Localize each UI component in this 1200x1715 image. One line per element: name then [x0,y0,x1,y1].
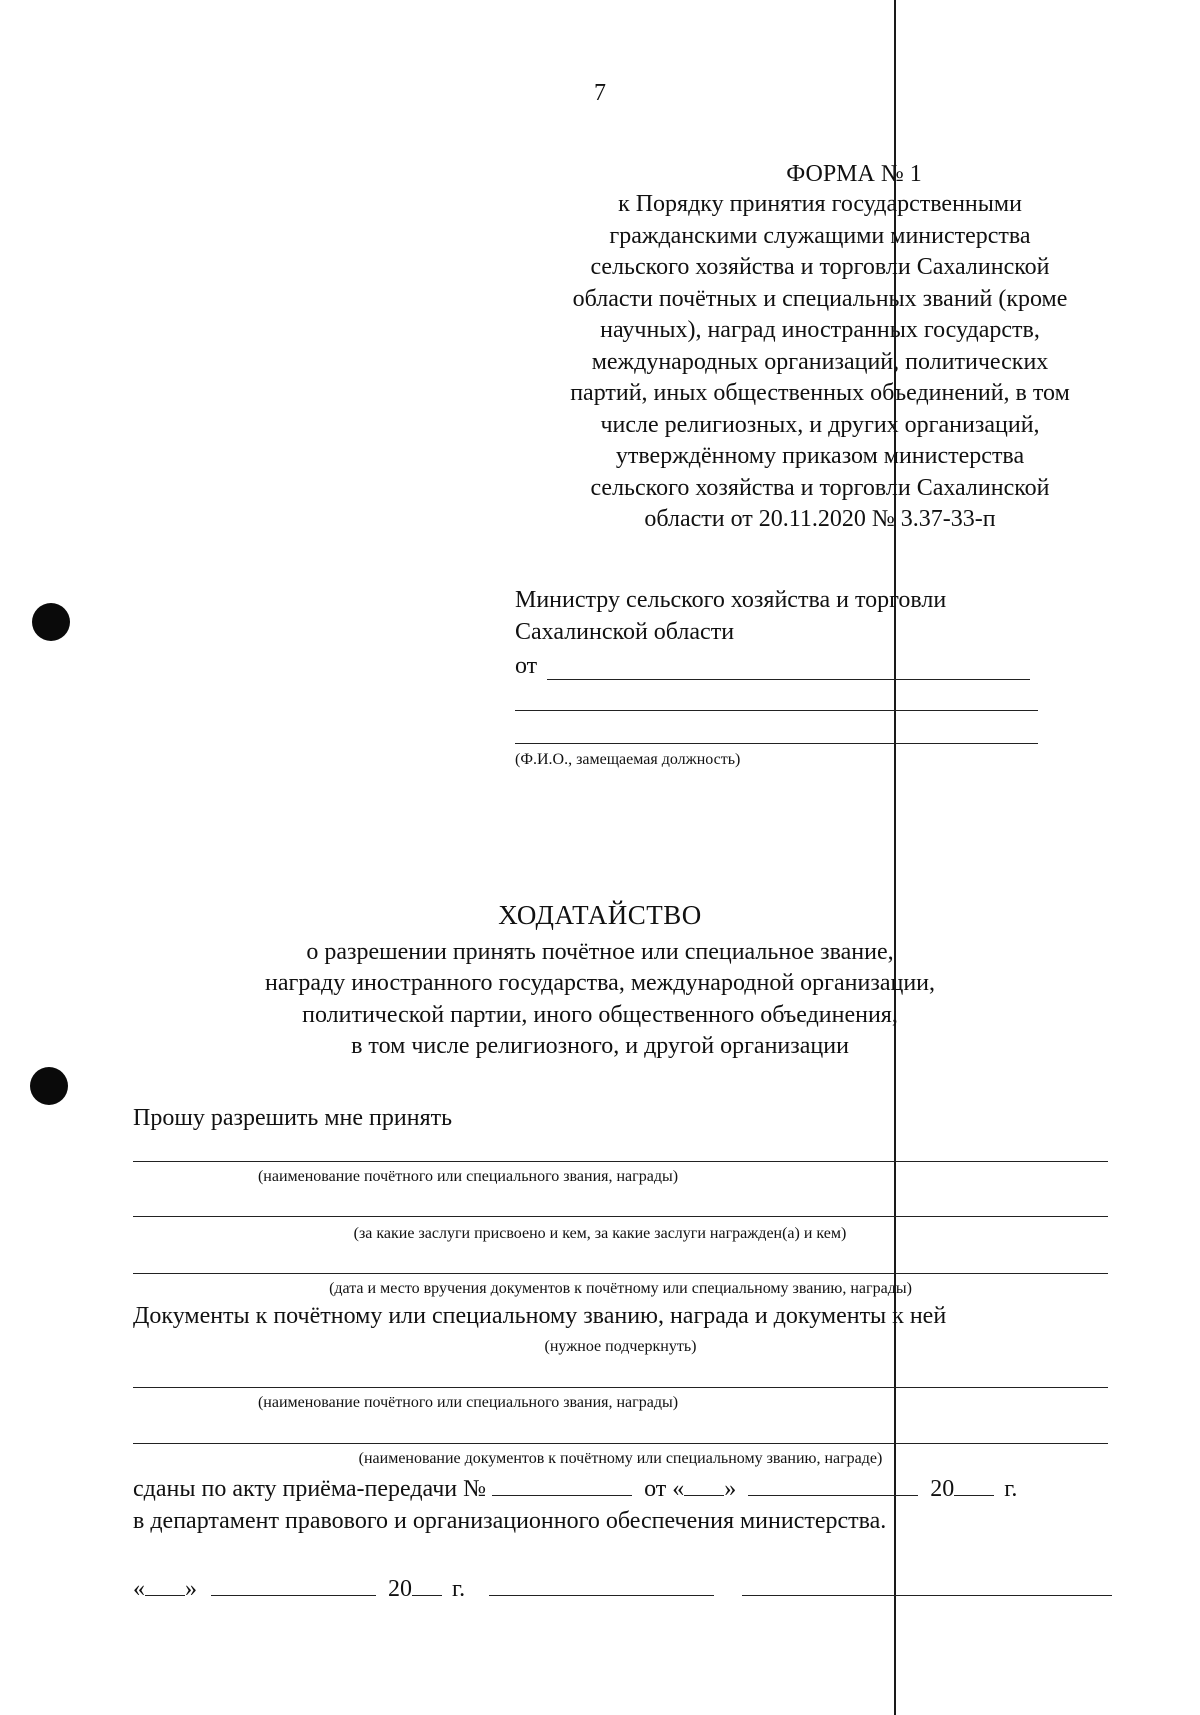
quote-close: » [185,1576,197,1602]
approval-line: области от 20.11.2020 № 3.37-33-п [644,506,996,532]
signature-field[interactable] [489,1573,714,1596]
approval-line: числе религиозных, и других организаций, [600,411,1040,438]
caption-merit: (за какие заслуги присвоено и кем, за какие заслуги награжден(а) и кем) [353,1225,847,1242]
approval-line: сельского хозяйства и торговли Сахалинской [590,474,1050,501]
punch-hole [30,1067,68,1105]
approval-block [500,159,1140,536]
from-label: от [515,653,538,679]
underline-note: (нужное подчеркнуть) [544,1338,697,1355]
form-title: ФОРМА № 1 [786,161,922,187]
year-field[interactable] [954,1473,994,1496]
addressee-line: Сахалинской области [515,619,735,645]
day-field[interactable] [684,1473,724,1496]
quote-close: » [724,1476,737,1502]
approval-line: международных организаций, политических [591,348,1049,375]
from-field-line [515,743,1038,744]
approval-line: гражданскими служащими министерства [609,222,1031,249]
approval-line: партий, иных общественных объединений, в том [570,380,1070,406]
from-field-line [515,710,1038,711]
approval-line: научных), наград иностранных государств, [600,317,1040,343]
approval-line: сельского хозяйства и торговли Сахалинской [590,254,1050,280]
fill-line [133,1443,1108,1444]
handed-prefix: сданы по акту приёма-передачи № [133,1476,487,1502]
petition-line: о разрешении принять почётное или специальное звание, [306,938,894,965]
caption-date: (дата и место вручения документов к почётному или специальному званию, награды) [329,1280,912,1297]
fill-line [133,1387,1108,1388]
fill-line [133,1216,1108,1217]
from-field-line [547,679,1030,680]
caption-award-2: (наименование почётного или специального звания, награды) [257,1394,679,1411]
handed-line [133,1473,1017,1503]
approval-line: к Порядку принятия государственными [618,191,1022,217]
month-field[interactable] [748,1473,918,1496]
year-suffix: г. [1004,1476,1018,1502]
documents-line: Документы к почётному или специальному званию, награда и документы к ней [133,1303,947,1329]
fill-line [133,1273,1108,1274]
signature-day-field[interactable] [145,1573,185,1596]
addressee-caption: (Ф.И.О., замещаемая должность) [515,751,741,768]
signature-line [133,1573,1112,1603]
quote-open: « [133,1576,145,1602]
signature-name-field[interactable] [742,1573,1112,1596]
signature-year-prefix: 20 [388,1576,412,1602]
caption-docs: (наименование документов к почётному или специальному званию, награде) [358,1450,883,1467]
caption-award: (наименование почётного или специального звания, награды) [257,1168,679,1185]
petition-line: награду иностранного государства, международной организации, [264,970,936,996]
handed-from: от « [644,1476,685,1502]
signature-year-field[interactable] [412,1573,442,1596]
approval-line: утверждённому приказом министерства [615,443,1025,469]
petition-line: политической партии, иного общественного объединения, [302,1001,898,1028]
department-line: в департамент правового и организационного обеспечения министерства. [133,1508,887,1534]
punch-hole [32,603,70,641]
page-number: 7 [594,80,606,106]
signature-month-field[interactable] [211,1573,376,1596]
petition-line: в том числе религиозного, и другой организации [351,1033,849,1059]
act-number-field[interactable] [492,1473,632,1496]
petition-title: ХОДАТАЙСТВО [498,900,702,930]
signature-year-suffix: г. [452,1576,466,1602]
year-prefix: 20 [930,1476,955,1502]
approval-line: области почётных и специальных званий (кроме [572,285,1068,312]
addressee-line: Министру сельского хозяйства и торговли [515,587,947,613]
fill-line [133,1161,1108,1162]
request-text: Прошу разрешить мне принять [133,1105,453,1131]
petition-heading [0,900,1200,1063]
